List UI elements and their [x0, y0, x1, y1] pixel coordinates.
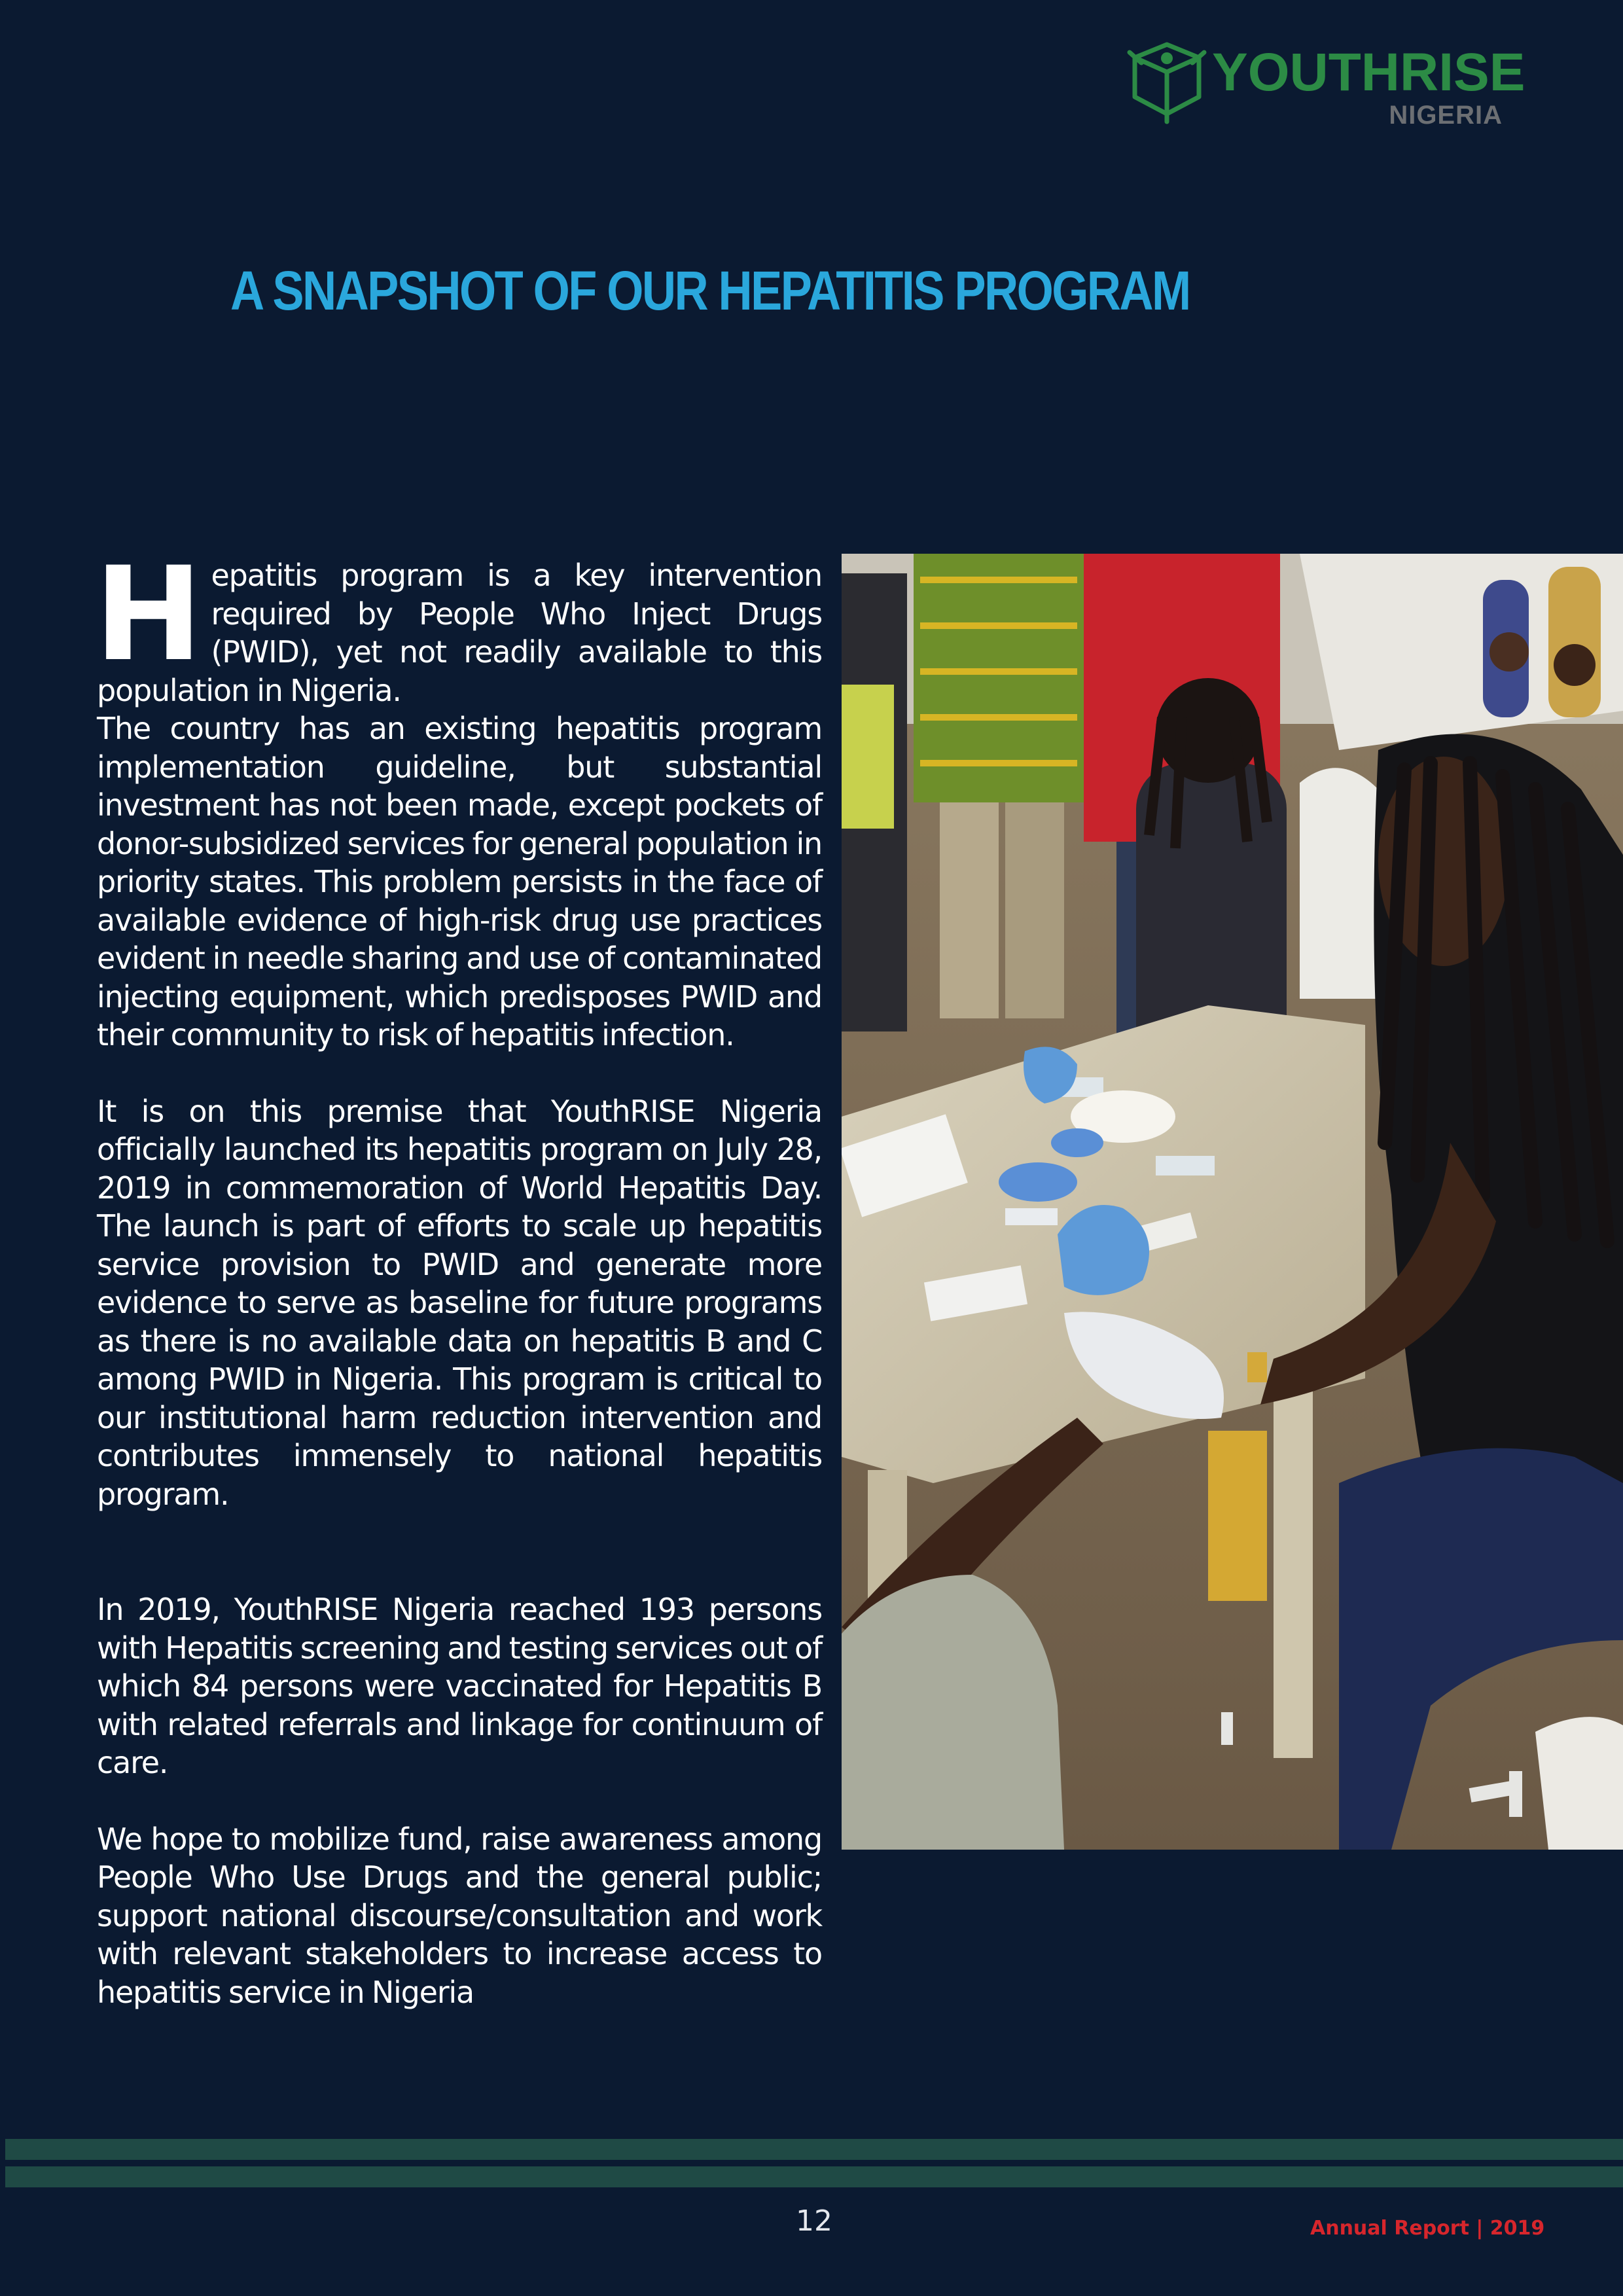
cube-with-person-icon — [1127, 41, 1207, 124]
logo-wordmark: YOUTHRISE — [1212, 43, 1525, 102]
drop-cap: H — [94, 539, 202, 690]
photo-illustration — [842, 554, 1623, 1850]
intro-text: epatitis program is a key intervention required by People Who Inject Drugs (PWID), yet not readily available to this population in Nigeria. — [97, 558, 822, 708]
page-number: 12 — [796, 2204, 832, 2238]
intro-paragraph — [94, 539, 822, 709]
footer-band-bottom — [5, 2166, 1623, 2187]
hepatitis-testing-photo — [842, 554, 1623, 1850]
paragraph-launch: It is on this premise that YouthRISE Nigeria officially launched its hepatitis program on July 28, 2019 in commemoration of World Hepatitis Day. The launch is part of efforts to scale up hepatitis service provision to PWID and generate more evidence to serve as baseline for future programs as there is no available data on hepatitis B and C among PWID in Nigeria. This program is critical to our institutional harm reduction intervention and contributes immensely to national hepatitis program. — [97, 1093, 822, 1512]
paragraph-reach: In 2019, YouthRISE Nigeria reached 193 persons with Hepatitis screening and testing services out of which 84 persons were vaccinated for Hepatitis B with related referrals and linkage for continuum of care. — [97, 1592, 822, 1780]
footer-band-top — [5, 2139, 1623, 2160]
page-title: A SNAPSHOT OF OUR HEPATITIS PROGRAM — [230, 260, 1190, 321]
article-body — [94, 539, 822, 2011]
logo — [1127, 41, 1525, 132]
footer-report-label: Annual Report | 2019 — [1310, 2217, 1545, 2240]
paragraph-guideline: The country has an existing hepatitis program implementation guideline, but substantial investment has not been made, except pockets of donor-subsidized services for general population in priority states. This problem persists in the face of available evidence of high-risk drug use practices evident in needle sharing and use of contaminated injecting equipment, which predisposes PWID and their community to risk of hepatitis infection. — [97, 711, 822, 1052]
paragraph-hope: We hope to mobilize fund, raise awareness among People Who Use Drugs and the general public; support national discourse/consultation and work with relevant stakeholders to increase access to hepatitis service in Nigeria — [97, 1821, 822, 2010]
logo-subtitle: NIGERIA — [1389, 101, 1503, 130]
